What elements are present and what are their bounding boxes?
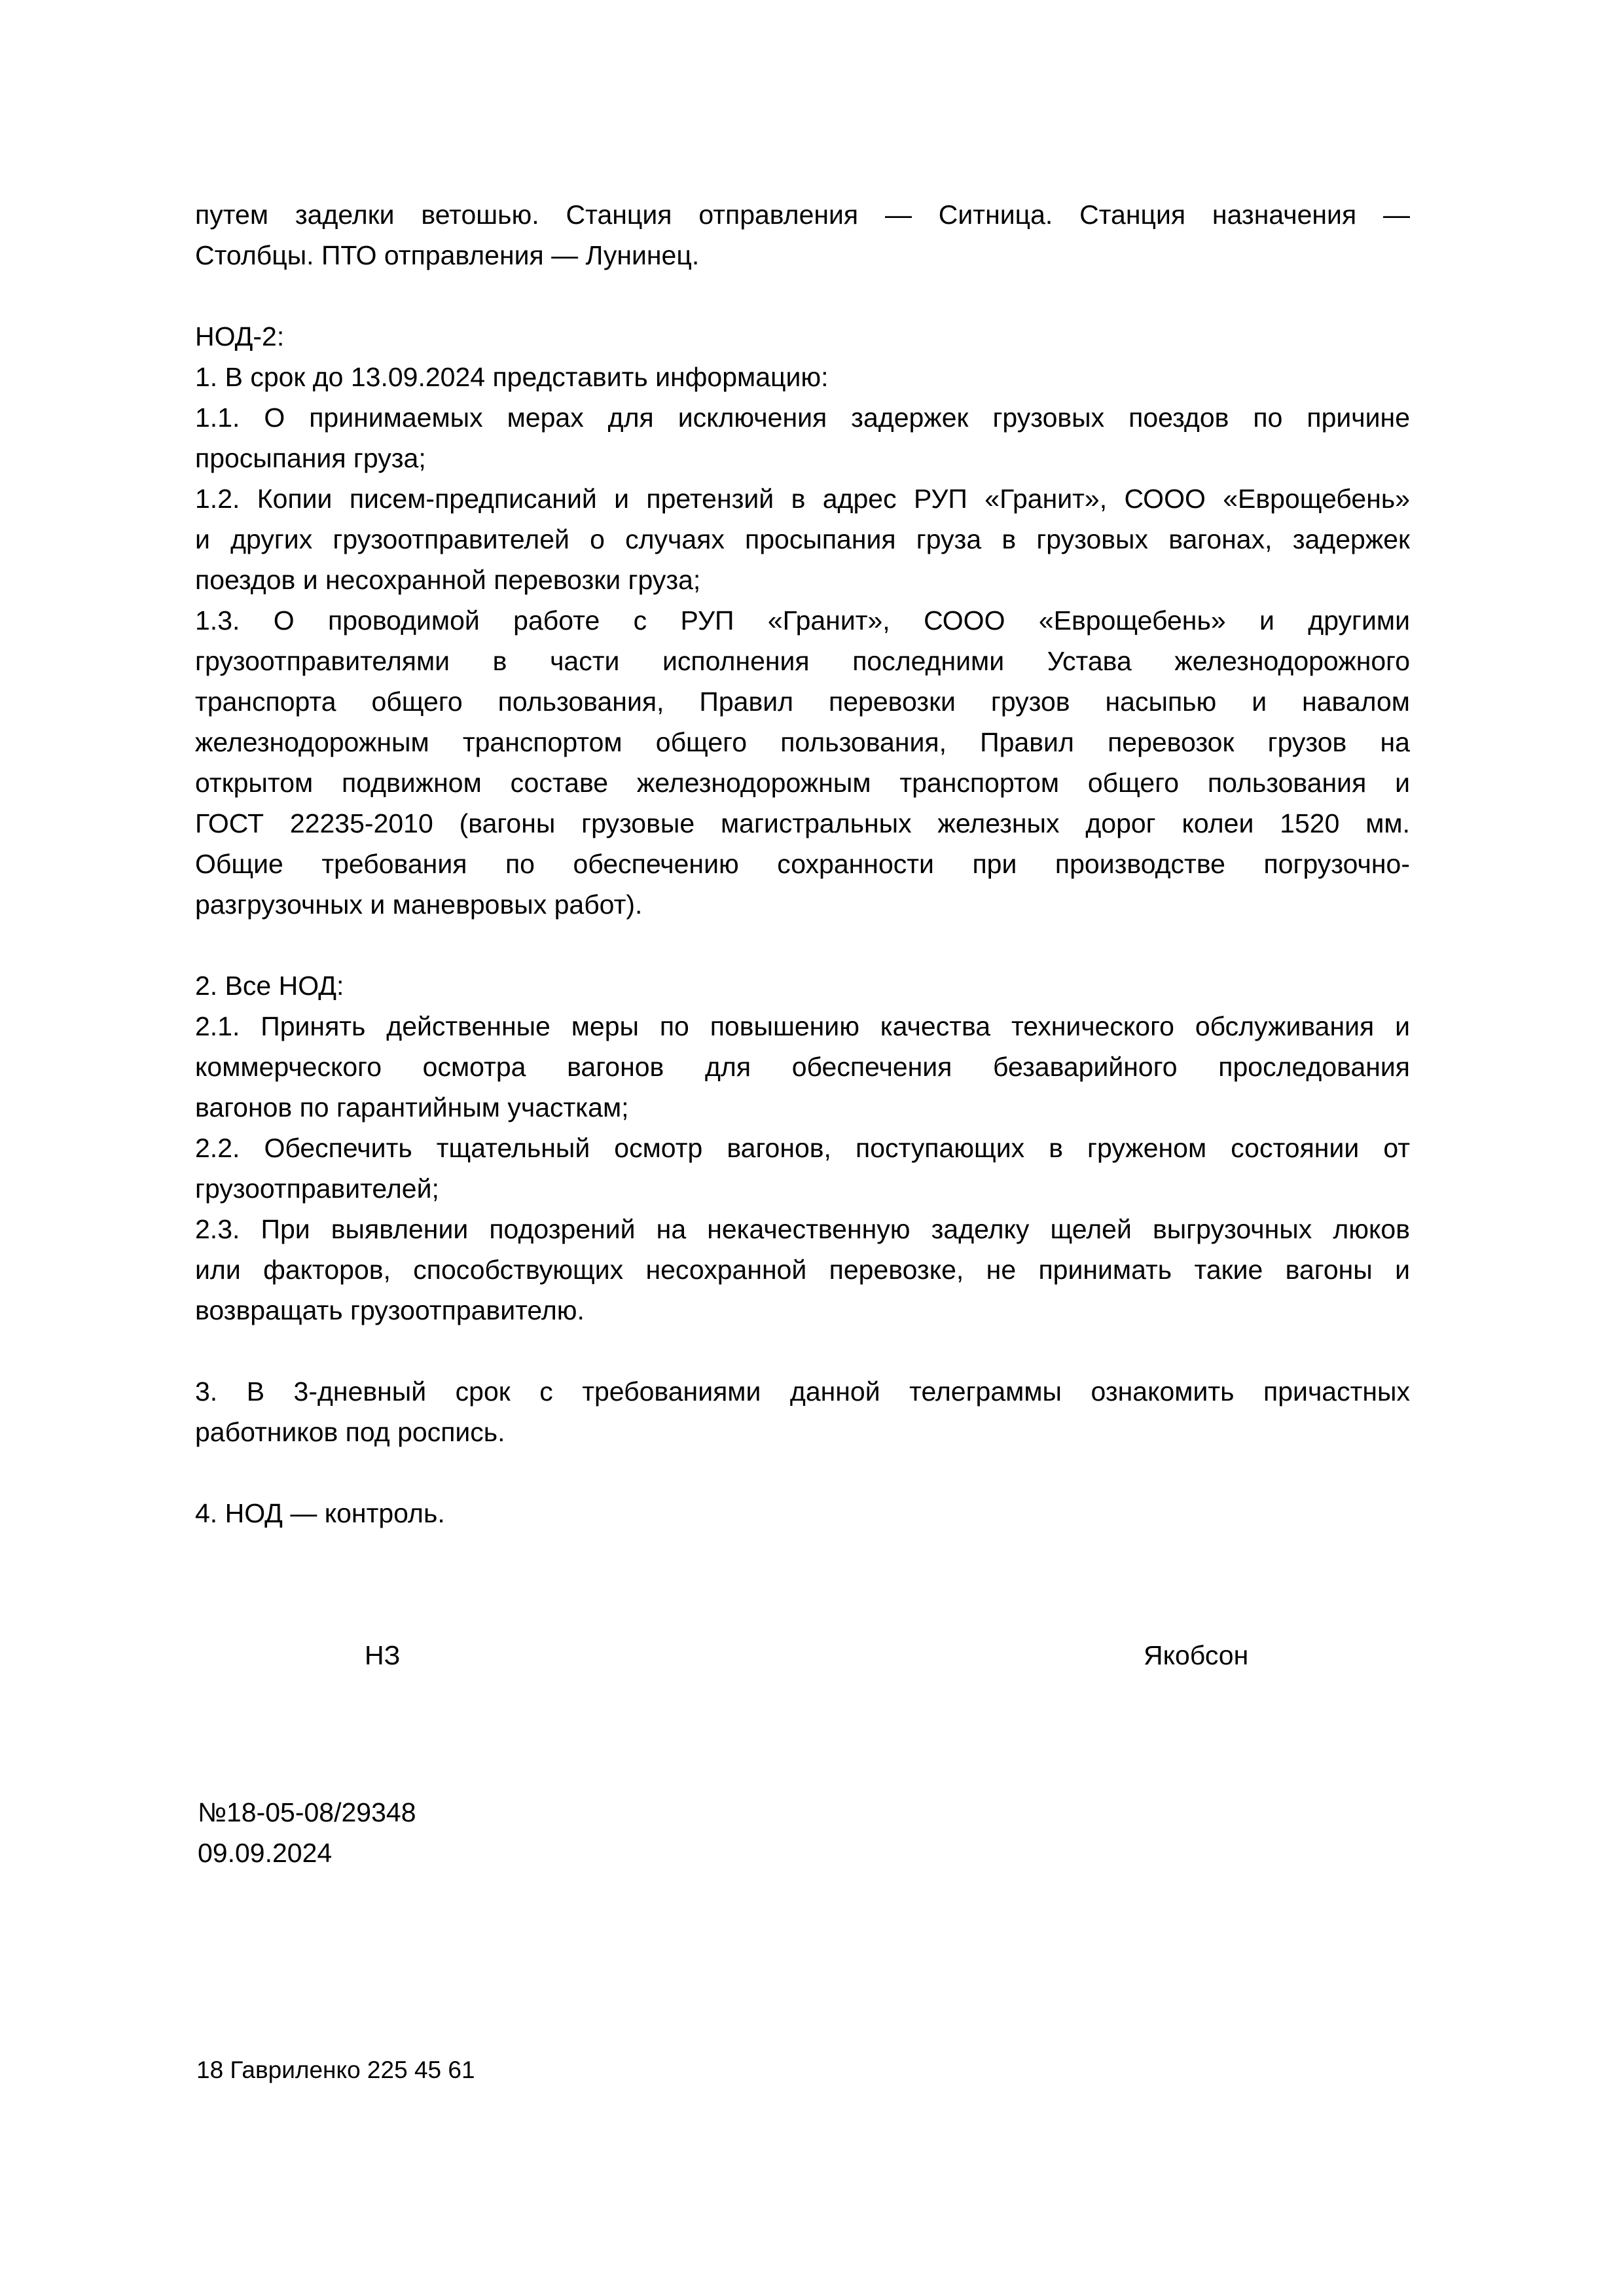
- body-line: Столбцы. ПТО отправления — Лунинец.: [195, 240, 700, 270]
- body-line: 3. В 3-дневный срок с требованиями данной телеграммы ознакомить причастных: [195, 1376, 1410, 1407]
- body-line: Общие требования по обеспечению сохранности при производстве погрузочно-: [195, 849, 1410, 879]
- document-number: №18-05-08/29348: [198, 1797, 416, 1827]
- blank-line: [195, 1452, 1410, 1493]
- body-line: 1.3. О проводимой работе с РУП «Гранит», СООО «Еврощебень» и другими: [195, 605, 1410, 636]
- body-line: возвращать грузоотправителю.: [195, 1295, 585, 1325]
- body-line: 2.3. При выявлении подозрений на некачественную заделку щелей выгрузочных люков: [195, 1214, 1410, 1244]
- executor-info: 18 Гавриленко 225 45 61: [196, 2056, 475, 2083]
- document-body: [195, 194, 1410, 1534]
- body-line: 4. НОД — контроль.: [195, 1498, 445, 1528]
- blank-line: [195, 1331, 1410, 1371]
- body-line: 2.1. Принять действенные меры по повышению качества технического обслуживания и: [195, 1011, 1410, 1041]
- body-line: 1.2. Копии писем-предписаний и претензий в адрес РУП «Гранит», СООО «Еврощебень»: [195, 484, 1410, 514]
- body-line: путем заделки ветошью. Станция отправления — Ситница. Станция назначения —: [195, 200, 1410, 230]
- body-line: грузоотправителями в части исполнения последними Устава железнодорожного: [195, 646, 1410, 676]
- body-line: и других грузоотправителей о случаях просыпания груза в грузовых вагонах, задержек: [195, 524, 1410, 554]
- body-line: транспорта общего пользования, Правил перевозки грузов насыпью и навалом: [195, 687, 1410, 717]
- body-line: разгрузочных и маневровых работ).: [195, 889, 643, 920]
- body-line: ГОСТ 22235-2010 (вагоны грузовые магистральных железных дорог колеи 1520 мм.: [195, 808, 1410, 838]
- body-line: работников под роспись.: [195, 1417, 505, 1447]
- body-line: коммерческого осмотра вагонов для обеспечения безаварийного проследования: [195, 1052, 1410, 1082]
- body-line: 1.1. О принимаемых мерах для исключения задержек грузовых поездов по причине: [195, 403, 1410, 433]
- body-line: грузоотправителей;: [195, 1174, 439, 1204]
- body-line: НОД-2:: [195, 321, 285, 351]
- reference-block: [198, 1792, 416, 1873]
- signature-name: Якобсон: [1144, 1640, 1249, 1670]
- body-line: или факторов, способствующих несохранной перевозке, не принимать такие вагоны и: [195, 1255, 1410, 1285]
- signature-position: НЗ: [365, 1640, 401, 1670]
- body-line: 2. Все НОД:: [195, 971, 344, 1001]
- body-line: вагонов по гарантийным участкам;: [195, 1092, 629, 1122]
- body-line: поездов и несохранной перевозки груза;: [195, 565, 701, 595]
- body-line: открытом подвижном составе железнодорожным транспортом общего пользования и: [195, 768, 1410, 798]
- body-line: просыпания груза;: [195, 443, 426, 473]
- blank-line: [195, 925, 1410, 965]
- body-line: железнодорожным транспортом общего пользования, Правил перевозок грузов на: [195, 727, 1410, 757]
- signature-row: [195, 1635, 1410, 1676]
- document-date: 09.09.2024: [198, 1838, 333, 1868]
- body-line: 1. В срок до 13.09.2024 представить информацию:: [195, 362, 829, 392]
- body-line: 2.2. Обеспечить тщательный осмотр вагонов, поступающих в груженом состоянии от: [195, 1133, 1410, 1163]
- blank-line: [195, 276, 1410, 316]
